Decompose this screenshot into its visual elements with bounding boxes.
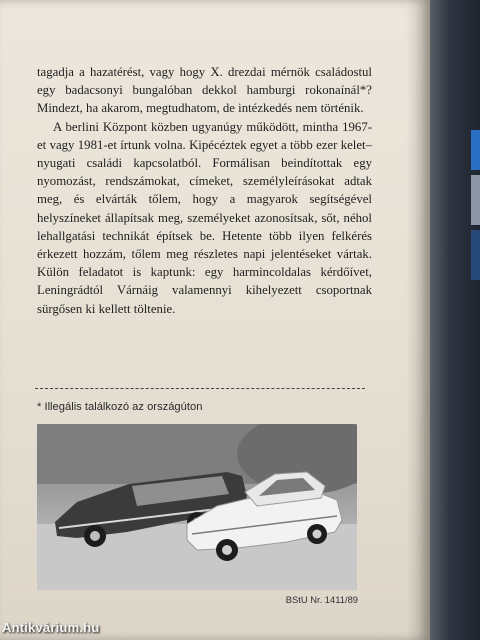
- book-edge-light-strip: [471, 175, 480, 225]
- footnote-caption: * Illegális találkozó az országúton: [37, 401, 203, 413]
- book-edge: [430, 0, 480, 640]
- page-gutter-shadow: [406, 0, 430, 640]
- photo-credit: BStU Nr. 1411/89: [285, 594, 358, 605]
- paragraph-2: A berlini Központ közben ugyanúgy működött, mintha 1967-et vagy 1981-et írtunk volna. Kipécéztek egyet a több ezer kelet–nyugati családi kapcsolatból. Formálisan beindítottak egy nyomozást, rendszámokat, címeket, személyleírásokat adtak meg, és elvárták tőlem, hogy a magyarok segítségével helyszíneket állapítsak meg, személyeket azonosítsak, sőt, néhol lehallgatási technikát építsek be. Hetente több ilyen felkérés érkezett hozzám, tőlem meg részletes napi jelentéseket vártak. Külön feladatot is kaptunk: egy harmincoldalas kérdőívet, Leningrádtól Várnáig valamennyi kihelyezett csoportnak sürgősen ki kellett töltenie.: [37, 119, 372, 316]
- book-edge-blue-strip: [471, 130, 480, 170]
- paragraph-1: tagadja a hazatérést, vagy hogy X. drezdai mérnök családostul egy badacsonyi bungalóban dekkol hamburgi rokonaínál*? Mindezt, ha akarom, megtudhatom, de intézkedés nem történik.: [37, 65, 372, 116]
- book-edge-blue-strip-lower: [471, 230, 480, 280]
- watermark-logo: Antikvárium.hu: [2, 620, 100, 635]
- body-text: [37, 63, 372, 318]
- cars-illustration: [37, 424, 357, 590]
- photo-two-cars: [37, 424, 357, 590]
- footnote-divider: [35, 388, 365, 389]
